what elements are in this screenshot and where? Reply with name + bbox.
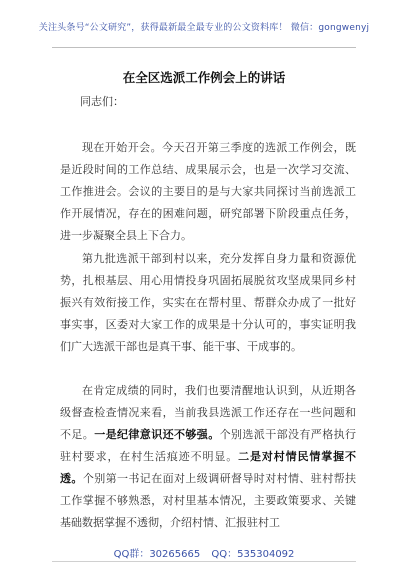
problem-two-detail: 个别第一书记在面对上级调研督导时对村情、驻村帮扶工作掌握不够熟悉，对村里基本情况，主要政策要求、关键基础数据掌握不透彻，介绍村情、汇报驻村工 xyxy=(60,472,357,529)
problems-intro: 在肯定成绩的同时，我们也要清醒地认识到，从近期各级督查检查情况来看，当前我县选派工作还存在一些问题和不足。 xyxy=(60,384,356,441)
paragraph-problems xyxy=(60,380,356,534)
problem-one-heading: 一是纪律意识还不够强。 xyxy=(94,428,220,441)
header-banner: 关注头条号“公文研究”，获得最新最全最专业的公文资料库！ 微信：gongwenyj xyxy=(38,23,370,33)
footer-qq: QQ：535304092 xyxy=(211,549,295,560)
footer-qq-group: QQ群：30265665 xyxy=(113,549,201,560)
header-divider xyxy=(52,47,356,48)
salutation: 同志们： xyxy=(80,95,124,108)
problem-one-detail: 个别选派干部没有严格执行驻村要求，在村生活痕迹不明显。 xyxy=(60,428,357,463)
paragraph-achievements: 第九批选派干部到村以来，充分发挥自身力量和资源优势，扎根基层、用心用情投身巩固拓展脱贫攻坚成果同乡村振兴有效衔接工作，实实在在帮村里、帮群众办成了一批好事实事，区委对大家工作的成果是十分认可的，事实证明我们广大选派干部也是真干事、能干事、干成事的。 xyxy=(60,252,356,353)
paragraph-opening: 现在开始开会。今天召开第三季度的选派工作例会，既是近段时间的工作总结、成果展示会，也是一次学习交流、工作推进会。会议的主要目的是与大家共同探讨当前选派工作开展情况，存在的困难问题，研究部署下阶段重点任务，进一步凝聚全县上下合力。 xyxy=(60,141,356,242)
footer-divider xyxy=(52,561,356,562)
footer-contact xyxy=(0,545,408,560)
problem-two-heading: 二是对村情民情掌握不透。 xyxy=(60,450,356,485)
document-title: 在全区选派工作例会上的讲话 xyxy=(122,70,286,85)
